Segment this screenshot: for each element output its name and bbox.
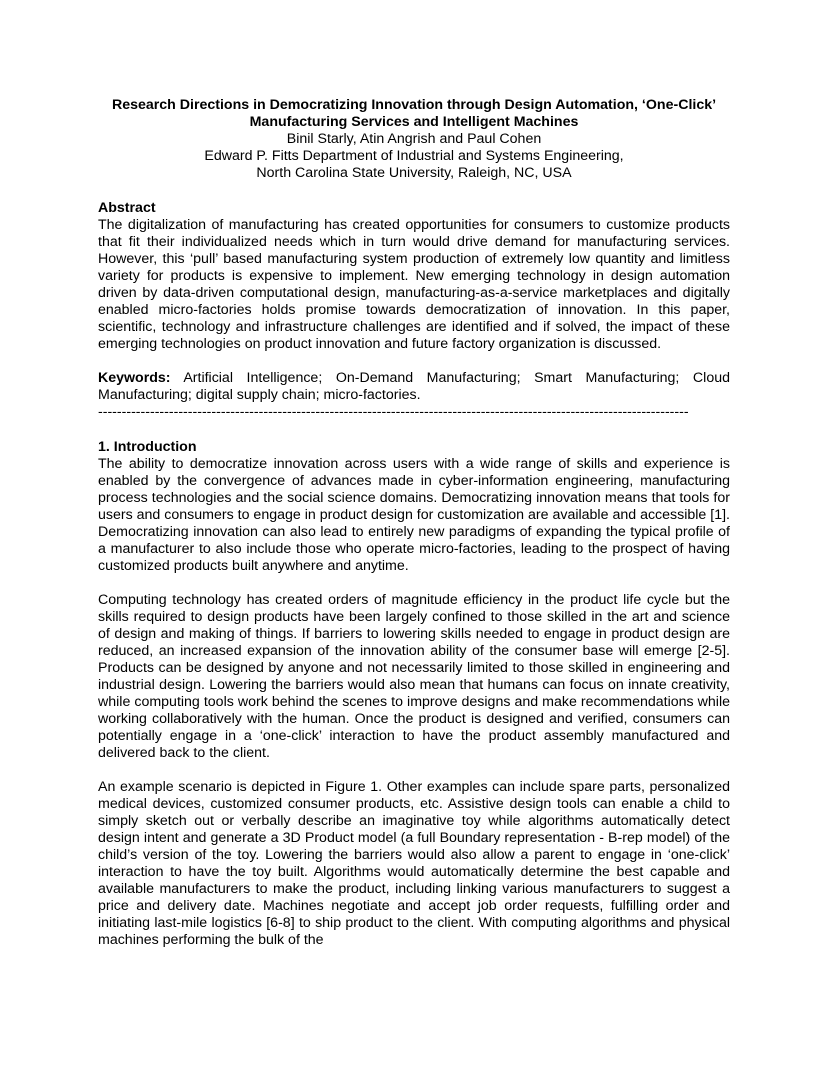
abstract-heading: Abstract [98, 200, 156, 216]
intro-paragraph-3: An example scenario is depicted in Figure 1. Other examples can include spare parts, personalized medical devices, customized consumer products, etc. Assistive design tools can enable a child to simply sketch out or verbally describe an imaginative toy while algorithms automatically detect design intent and generate a 3D Product model (a full Boundary representation - B-rep model) of the child’s version of the toy. Lowering the barriers would also allow a parent to engage in ‘one-click’ interaction to have the toy built. Algorithms would automatically determine the best capable and available manufacturers to make the product, including linking various manufacturers to suggest a price and delivery date. Machines negotiate and accept job order requests, fulfilling order and initiating last-mile logistics [6-8] to ship product to the client. With computing algorithms and physical machines performing the bulk of the [98, 779, 730, 948]
intro-paragraph-1: The ability to democratize innovation across users with a wide range of skills and experience is enabled by the convergence of advances made in cyber-information engineering, manufacturing process technologies and the social science domains. Democratizing innovation means that tools for users and consumers to engage in product design for customization are available and accessible [1]. Democratizing innovation can also lead to entirely new paradigms of expanding the typical profile of a manufacturer to also include those who operate micro-factories, leading to the prospect of having customized products built anywhere and anytime. [98, 456, 730, 574]
paper-title: Research Directions in Democratizing Innovation through Design Automation, ‘One-Click’ Manufacturing Services and Intelligent Machines [111, 97, 717, 130]
paper-page [98, 97, 730, 949]
paper-authors: Binil Starly, Atin Angrish and Paul Cohen [286, 131, 542, 147]
keywords-section [98, 370, 730, 421]
affiliation-university: North Carolina State University, Raleigh, NC, USA [256, 165, 572, 181]
introduction-heading: 1. Introduction [98, 439, 197, 455]
keywords-label: Keywords: [98, 370, 171, 386]
keywords-paragraph [98, 370, 730, 404]
intro-paragraph-2: Computing technology has created orders of magnitude efficiency in the product life cycle but the skills required to design products have been largely confined to those skilled in the art and science of design and making of things. If barriers to lowering skills needed to engage in product design are reduced, an increased expansion of the innovation ability of the consumer base will emerge [2-5]. Products can be designed by anyone and not necessarily limited to those skilled in engineering and industrial design. Lowering the barriers would also mean that humans can focus on innate creativity, while computing tools work behind the scenes to improve designs and make recommendations while working collaboratively with the human. Once the product is designed and verified, consumers can potentially engage in a ‘one-click’ interaction to have the product assembly manufactured and delivered back to the client. [98, 592, 730, 761]
section-separator: ----------------------------------------------------------------------------------------------------------------------------- [98, 404, 689, 420]
affiliation-department: Edward P. Fitts Department of Industrial and Systems Engineering, [204, 148, 624, 164]
keywords-text: Artificial Intelligence; On-Demand Manufacturing; Smart Manufacturing; Cloud Manufacturing; digital supply chain; micro-factories. [98, 370, 730, 403]
introduction-section [98, 439, 730, 949]
abstract-section [98, 200, 730, 353]
abstract-text: The digitalization of manufacturing has created opportunities for consumers to customize products that fit their individualized needs which in turn would drive demand for manufacturing services. However, this ‘pull’ based manufacturing system production of extremely low quantity and limitless variety for products is expensive to implement. New emerging technology in design automation driven by data-driven computational design, manufacturing-as-a-service marketplaces and digitally enabled micro-factories holds promise towards democratization of innovation. In this paper, scientific, technology and infrastructure challenges are identified and if solved, the impact of these emerging technologies on product innovation and future factory organization is discussed. [98, 217, 730, 352]
